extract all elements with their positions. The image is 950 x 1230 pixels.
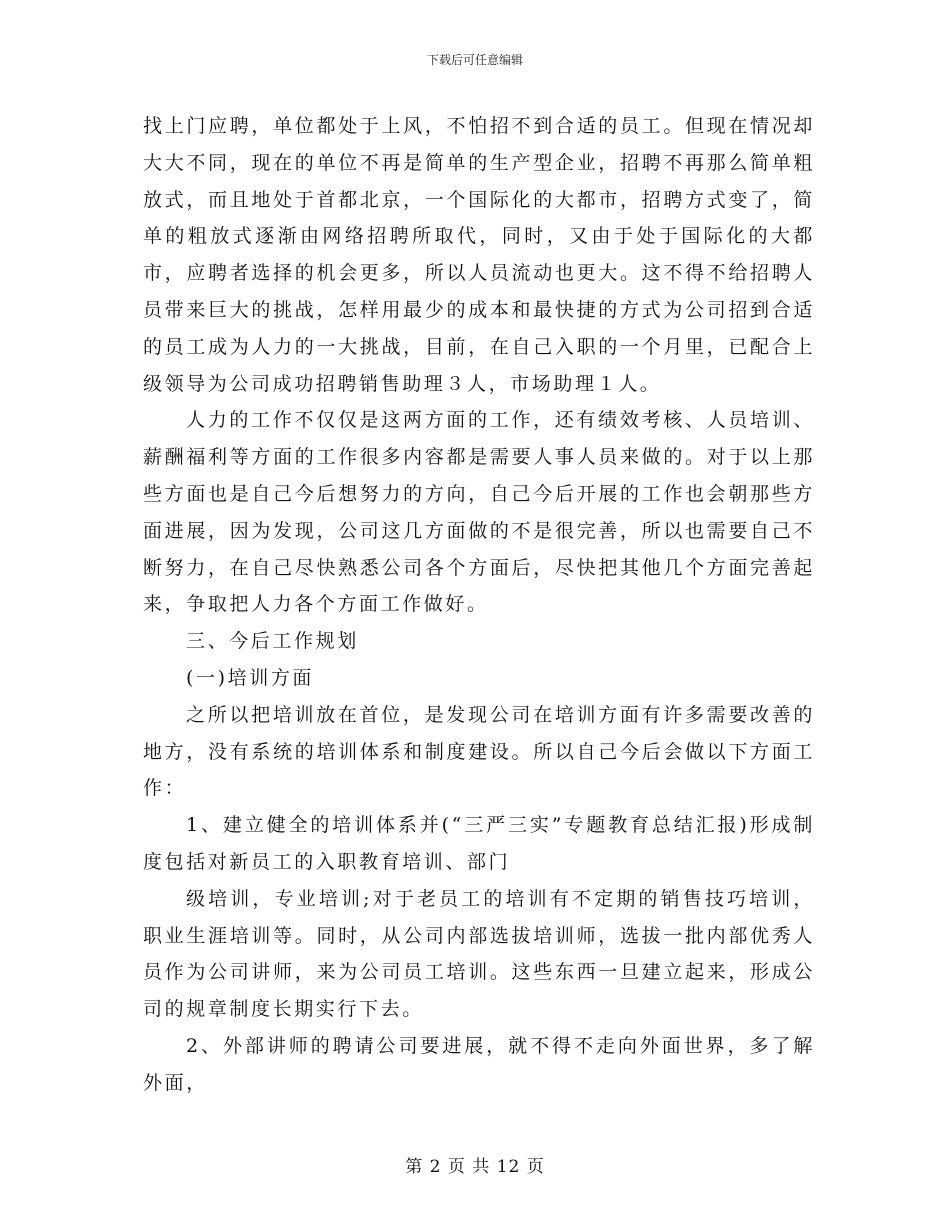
paragraph-training-item-1-continued: 级培训，专业培训;对于老员工的培训有不定期的销售技巧培训，职业生涯培训等。同时，从公司内部选拔培训师，选拔一批内部优秀人员作为公司讲师，来为公司员工培训。这些东西一旦建立起来，形成公司的规章制度长期实行下去。 <box>143 887 815 1021</box>
document-body <box>143 108 815 1102</box>
subsection-heading-training: (一)培训方面 <box>186 666 315 689</box>
section-heading-future-plan: 三、今后工作规划 <box>186 630 359 653</box>
paragraph-recruitment-continued: 找上门应聘，单位都处于上风，不怕招不到合适的员工。但现在情况却大大不同，现在的单位不再是简单的生产型企业，招聘不再那么简单粗放式，而且地处于首都北京，一个国际化的大都市，招聘方式变了，简单的粗放式逐渐由网络招聘所取代，同时，又由于处于国际化的大都市，应聘者选择的机会更多，所以人员流动也更大。这不得不给招聘人员带来巨大的挑战，怎样用最少的成本和最快捷的方式为公司招到合适的员工成为人力的一大挑战，目前，在自己入职的一个月里，已配合上级领导为公司成功招聘销售助理３人，市场助理１人。 <box>143 115 815 395</box>
page-number-footer: 第 2 页 共 12 页 <box>405 1157 545 1177</box>
paragraph-training-item-1: 1、建立健全的培训体系并(“三严三实”专题教育总结汇报)形成制度包括对新员工的入职教育培训、部门 <box>143 814 815 873</box>
paragraph-training-item-2: 2、外部讲师的聘请公司要进展，就不得不走向外面世界，多了解外面， <box>143 1034 815 1094</box>
paragraph-hr-other-areas: 人力的工作不仅仅是这两方面的工作，还有绩效考核、人员培训、薪酬福利等方面的工作很多内容都是需要人事人员来做的。对于以上那些方面也是自己今后想努力的方向，自己今后开展的工作也会朝那些方面进展，因为发现，公司这几方面做的不是很完善，所以也需要自己不断努力，在自己尽快熟悉公司各个方面后，尽快把其他几个方面完善起来，争取把人力各个方面工作做好。 <box>143 409 815 616</box>
page-header: 下载后可任意编辑 <box>426 53 523 67</box>
paragraph-training-intro: 之所以把培训放在首位，是发现公司在培训方面有许多需要改善的地方，没有系统的培训体系和制度建设。所以自己今后会做以下方面工作： <box>143 703 815 800</box>
